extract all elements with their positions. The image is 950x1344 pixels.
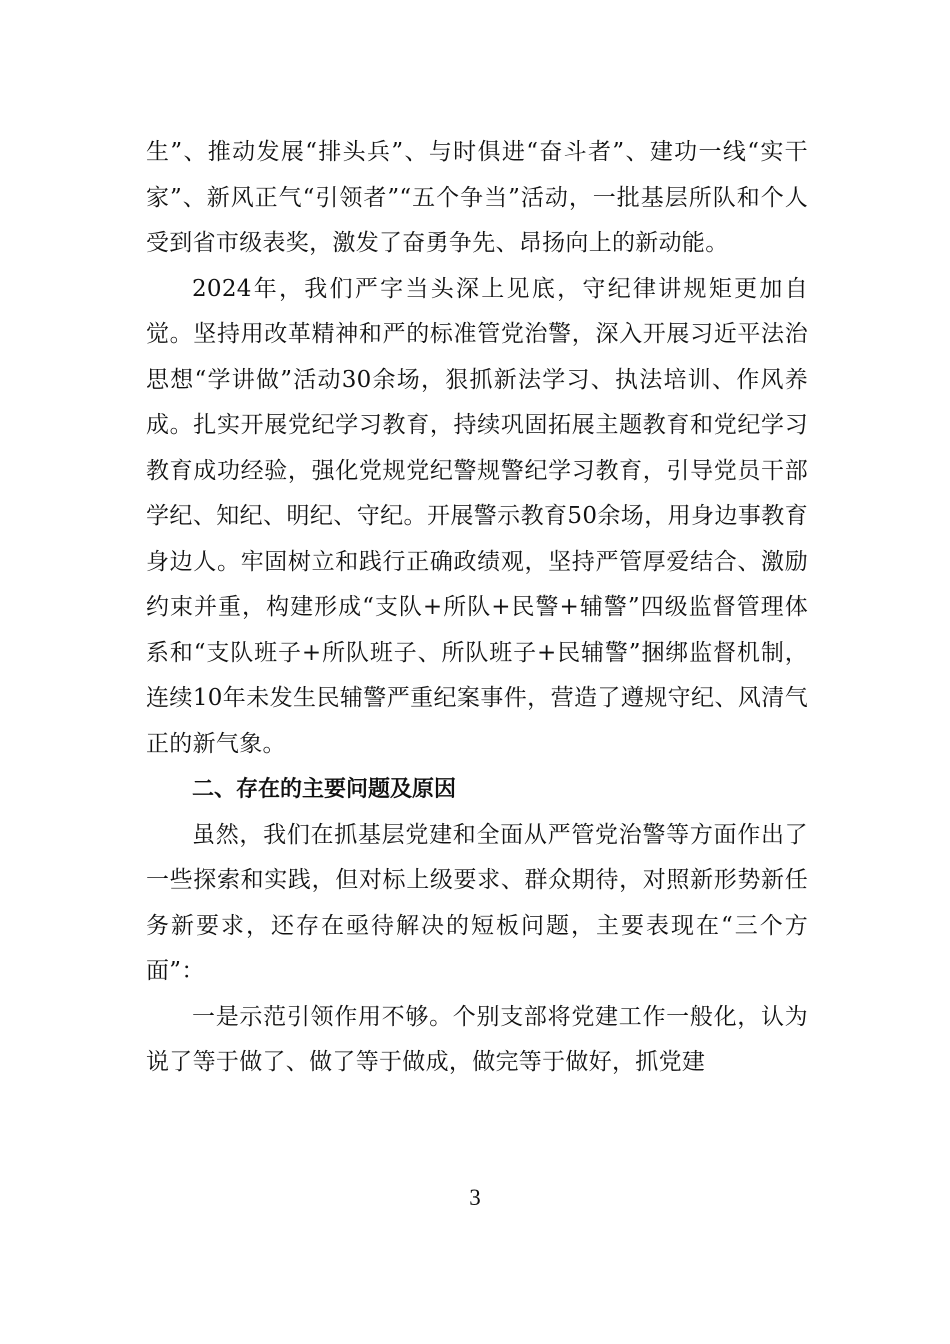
- paragraph-continued: 生”、推动发展“排头兵”、与时俱进“奋斗者”、建功一线“实干家”、新风正气“引领者”“五个争当”活动，一批基层所队和个人受到省市级表奖，激发了奋勇争先、昂扬向上的新动能。: [146, 139, 808, 256]
- document-body: [146, 130, 808, 1086]
- paragraph-2024-discipline: 2024年，我们严字当头深上见底，守纪律讲规矩更加自觉。坚持用改革精神和严的标准管党治警，深入开展习近平法治思想“学讲做”活动30余场，狠抓新法学习、执法培训、作风养成。扎实开展党纪学习教育，持续巩固拓展主题教育和党纪学习教育成功经验，强化党规党纪警规警纪学习教育，引导党员干部学纪、知纪、明纪、守纪。开展警示教育50余场，用身边事教育身边人。牢固树立和践行正确政绩观，坚持严管厚爱结合、激励约束并重，构建形成“支队+所队+民警+辅警”四级监督管理体系和“支队班子+所队班子、所队班子+民辅警”捆绑监督机制，连续10年未发生民辅警严重纪案事件，营造了遵规守纪、风清气正的新气象。: [146, 275, 808, 757]
- paragraph-problem-one: 一是示范引领作用不够。个别支部将党建工作一般化，认为说了等于做了、做了等于做成，做完等于做好，抓党建: [146, 1003, 808, 1075]
- page-number: 3: [469, 1185, 481, 1210]
- paragraph-problems-intro: 虽然，我们在抓基层党建和全面从严管党治警等方面作出了一些探索和实践，但对标上级要求、群众期待，对照新形势新任务新要求，还存在亟待解决的短板问题，主要表现在“三个方面”：: [146, 821, 808, 984]
- section-heading-problems: 二、存在的主要问题及原因: [192, 777, 457, 802]
